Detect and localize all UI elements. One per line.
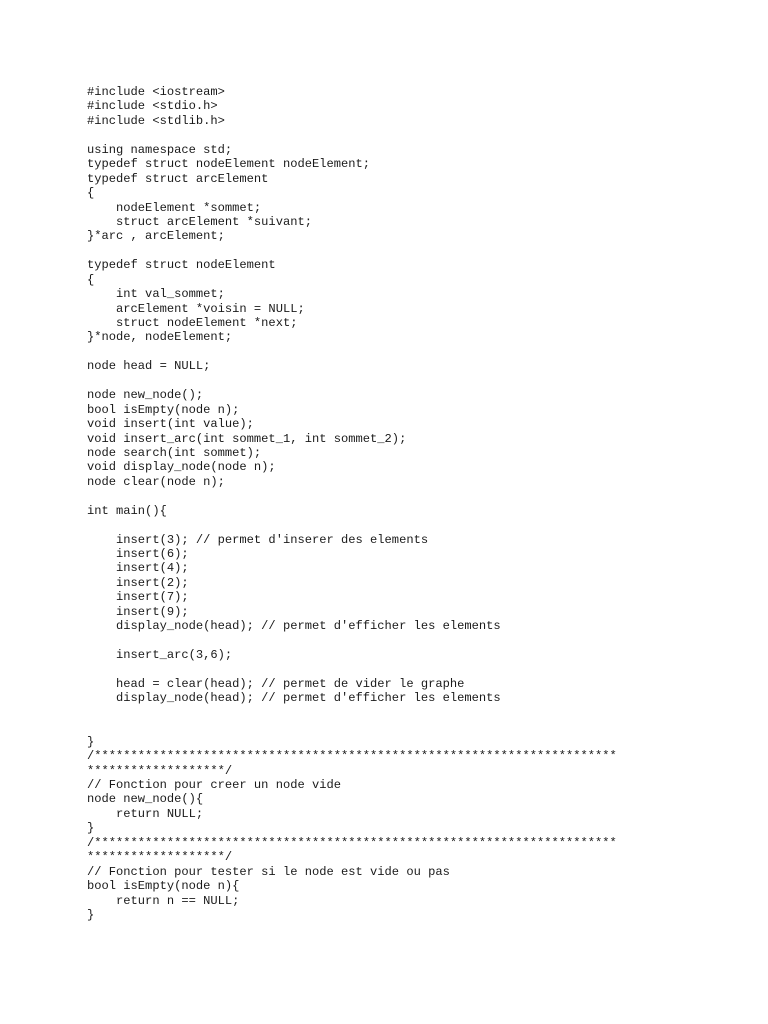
code-line: typedef struct nodeElement nodeElement; [87,157,371,172]
code-line: arcElement *voisin = NULL; [87,301,305,316]
code-line: node new_node(){ [87,792,204,807]
code-line: node head = NULL; [87,359,211,374]
code-line: #include <iostream> [87,85,225,99]
code-line: }*arc , arcElement; [87,229,225,244]
code-line: node search(int sommet); [87,445,262,460]
code-line: // Fonction pour creer un node vide [87,778,342,792]
code-line: bool isEmpty(node n){ [87,879,240,894]
code-listing [87,85,617,922]
code-line: struct nodeElement *next; [87,316,298,330]
code-line: insert(2); [87,575,189,590]
code-line: // Fonction pour tester si le node est vide ou pas [87,864,450,879]
code-line: *******************/ [87,763,233,778]
code-line: void insert(int value); [87,417,254,432]
code-line: #include <stdlib.h> [87,113,225,128]
code-line: }*node, nodeElement; [87,330,233,345]
code-line: void insert_arc(int sommet_1, int sommet_2); [87,431,407,446]
code-line [87,489,617,503]
code-line [87,128,617,142]
code-line: struct arcElement *suivant; [87,214,312,229]
code-line: int val_sommet; [87,287,225,302]
code-line: int main(){ [87,503,167,518]
code-line [87,345,617,359]
code-line: /************************************************************************ [87,835,617,850]
code-line: insert(4); [87,561,189,576]
code-line: return NULL; [87,806,204,821]
code-line [87,706,617,720]
code-line [87,720,617,734]
code-line: *******************/ [87,850,233,865]
code-line: insert_arc(3,6); [87,648,233,663]
code-line [87,374,617,388]
code-line: } [87,821,95,836]
code-line: { [87,272,95,287]
code-line: node clear(node n); [87,474,225,489]
code-line: display_node(head); // permet d'efficher les elements [87,691,501,706]
code-line: /************************************************************************ [87,749,617,764]
code-line: { [87,186,95,201]
code-line [87,634,617,648]
code-line: insert(7); [87,590,189,605]
code-line [87,663,617,677]
code-line: } [87,734,95,749]
code-line [87,518,617,532]
code-line: head = clear(head); // permet de vider le graphe [87,676,465,691]
code-line: insert(9); [87,604,189,619]
code-line: insert(6); [87,547,189,561]
code-line: nodeElement *sommet; [87,200,262,215]
code-line: using namespace std; [87,142,233,157]
code-line: bool isEmpty(node n); [87,402,240,417]
code-line: node new_node(); [87,388,204,403]
code-line: insert(3); // permet d'inserer des elements [87,532,429,547]
code-line: } [87,907,95,922]
code-line: typedef struct arcElement [87,171,269,186]
code-line: void display_node(node n); [87,460,276,475]
code-line: display_node(head); // permet d'efficher les elements [87,619,501,634]
code-line [87,244,617,258]
code-line: typedef struct nodeElement [87,258,276,273]
code-line: return n == NULL; [87,893,240,908]
code-line: #include <stdio.h> [87,99,218,114]
